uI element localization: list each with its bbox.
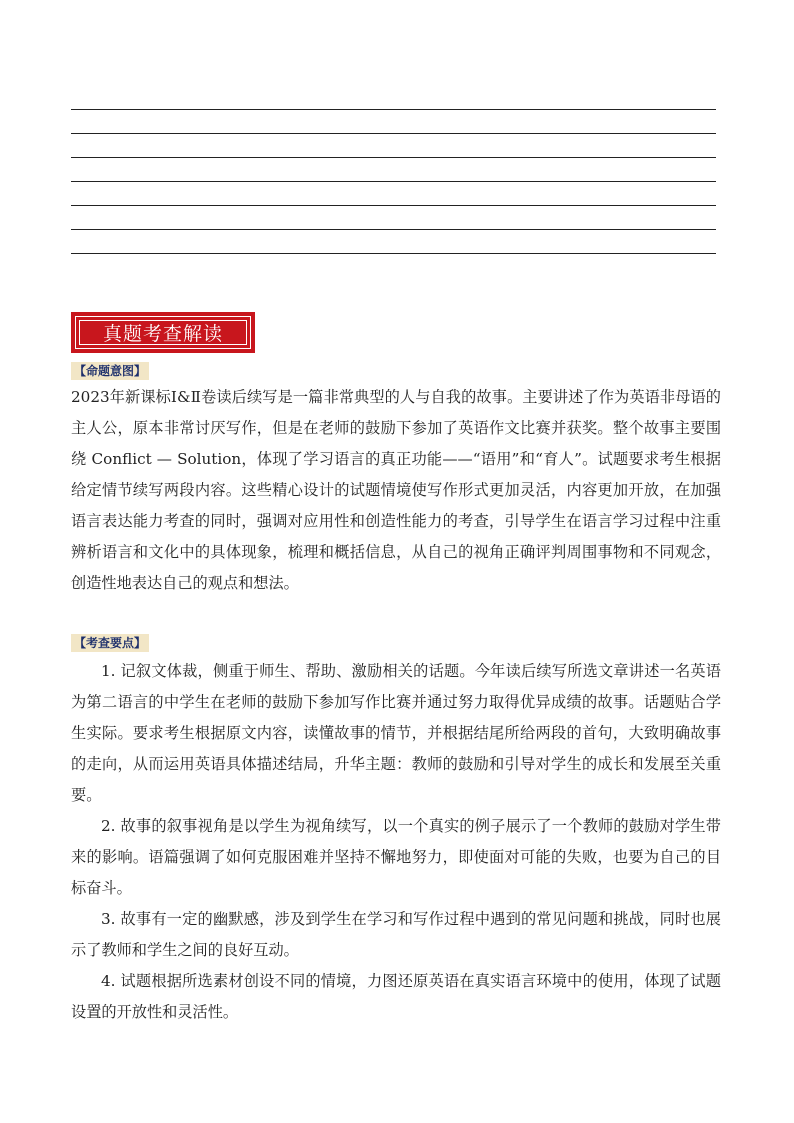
writing-line [71,157,716,158]
banner-frame-inner [79,320,247,345]
banner-title: 真题考查解读 [102,323,223,345]
writing-line [71,205,716,206]
list-item: 1. 记叙文体裁，侧重于师生、帮助、激励相关的话题。今年读后续写所选文章讲述一名英语为第二语言的中学生在老师的鼓励下参加写作比赛并通过努力取得优异成绩的故事。话题贴合学生实际。要求考生根据原文内容，读懂故事的情节，并根据结尾所给两段的首句，大致明确故事的走向，从而运用英语具体描述结局，升华主题：教师的鼓励和引导对学生的成长和发展至关重要。 [71,662,721,804]
banner-frame [75,316,251,349]
writing-line [71,133,716,134]
writing-line [71,181,716,182]
intent-paragraph: 2023年新课标Ⅰ&Ⅱ卷读后续写是一篇非常典型的人与自我的故事。主要讲述了作为英语非母语的主人公，原本非常讨厌写作，但是在老师的鼓励下参加了英语作文比赛并获奖。整个故事主要围绕 Conflict — Solution，体现了学习语言的真正功能——“语用”和“育人”。试题要求考生根据给定情节续写两段内容。这些精心设计的试题情境使写作形式更加灵活，内容更加开放，在加强语言表达能力考查的同时，强调对应用性和创造性能力的考查，引导学生在语言学习过程中注重辨析语言和文化中的具体现象，梳理和概括信息，从自己的视角正确评判周围事物和不同观念，创造性地表达自己的观点和想法。 [71,388,721,592]
list-item: 3. 故事有一定的幽默感，涉及到学生在学习和写作过程中遇到的常见问题和挑战，同时也展示了教师和学生之间的良好互动。 [71,910,721,959]
list-item: 4. 试题根据所选素材创设不同的情境，力图还原英语在真实语言环境中的使用，体现了试题设置的开放性和灵活性。 [71,972,721,1021]
writing-line [71,229,716,230]
section-banner [71,312,255,353]
list-item: 2. 故事的叙事视角是以学生为视角续写，以一个真实的例子展示了一个教师的鼓励对学生带来的影响。语篇强调了如何克服困难并坚持不懈地努力，即使面对可能的失败，也要为自己的目标奋斗。 [71,817,721,897]
intent-tag: 【命题意图】 [71,362,149,380]
writing-line [71,253,716,254]
writing-line [71,109,716,110]
points-list [71,656,721,1028]
points-tag: 【考查要点】 [71,634,149,652]
